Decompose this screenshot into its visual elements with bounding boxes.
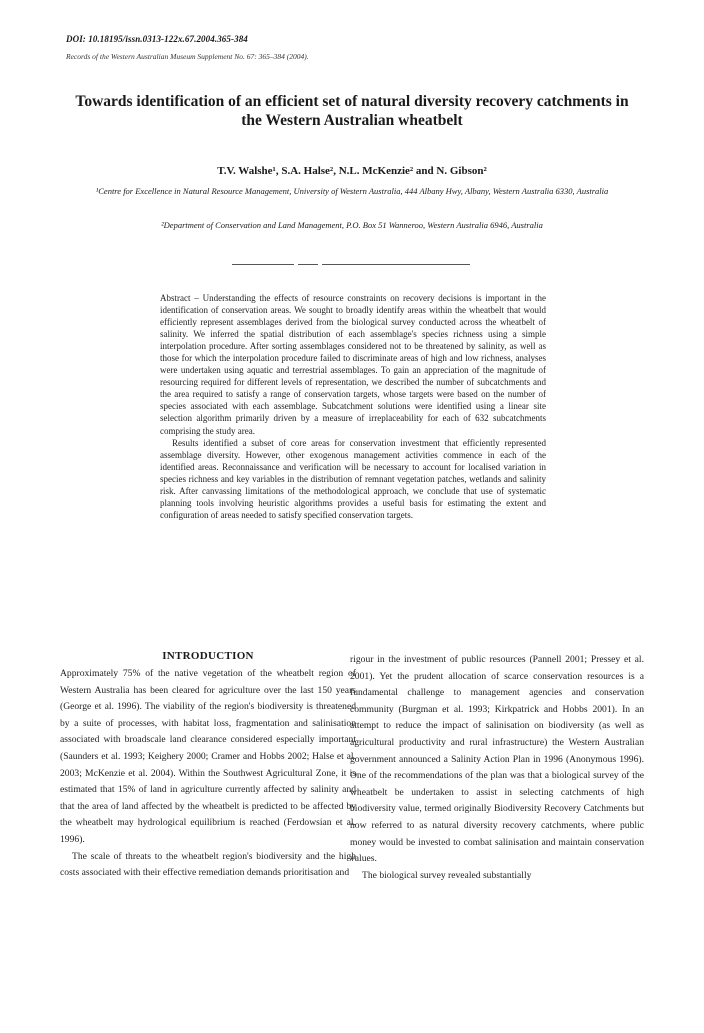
- section-divider: [322, 264, 470, 265]
- intro-paragraph-1: Approximately 75% of the native vegetation of the wheatbelt region of Western Australia has been cleared for agriculture over the last 150 years (George et al. 1996). The viability of the region's biodiversity is threatened by a suite of processes, with habitat loss, fragmentation and salinisation associated with broadscale land clearance considered especially important (Saunders et al. 1993; Keighery 2000; Cramer and Hobbs 2002; Halse et al. 2003; McKenzie et al. 2004). Within the Southwest Agricultural Zone, it is estimated that 15% of land in agriculture currently affected by salinity and that the area of land affected by the wheatbelt is predicted to be affected by the wheatbelt may hydrological equilibrium is reached (Ferdowsian et al. 1996).: [60, 668, 356, 845]
- abstract: [160, 292, 546, 521]
- section-divider: [298, 264, 318, 265]
- doi-line: DOI: 10.18195/issn.0313-122x.67.2004.365-384: [66, 34, 248, 44]
- affiliation-1: ¹Centre for Excellence in Natural Resource Management, University of Western Australia, 444 Albany Hwy, Albany, Western Australia 6330, Australia: [95, 186, 609, 196]
- intro-paragraph-3: rigour in the investment of public resources (Pannell 2001; Pressey et al. 2001). Yet the prudent allocation of scarce conservation resources is a fundamental challenge to management agencies and conservation community (Burgman et al. 1993; Kirkpatrick and Hobbs 2001). In an attempt to reduce the impact of salinisation on biodiversity (as well as agricultural productivity and rural infrastructure) the Western Australian government announced a Salinity Action Plan in 1996 (Anonymous 1996). One of the recommendations of the plan was that a biological survey of the wheatbelt be undertaken to assist in selecting catchments of high biodiversity value, termed originally Biodiversity Recovery Catchments but now referred to as natural diversity recovery catchments, where public money would be invested to combat salinisation and maintain conservation values.: [350, 654, 644, 865]
- introduction-heading: INTRODUCTION: [162, 650, 254, 662]
- author-list: T.V. Walshe¹, S.A. Halse², N.L. McKenzie² and N. Gibson²: [217, 165, 487, 177]
- paper-title: Towards identification of an efficient set of natural diversity recovery catchments in the Western Australian wheatbelt: [75, 93, 629, 129]
- journal-citation: Records of the Western Australian Museum Supplement No. 67: 365–384 (2004).: [66, 52, 309, 61]
- affiliation-2: ²Department of Conservation and Land Management, P.O. Box 51 Wanneroo, Western Australia 6946, Australia: [161, 220, 543, 230]
- intro-paragraph-2: The scale of threats to the wheatbelt region's biodiversity and the high costs associated with their effective remediation demands prioritisation and: [60, 850, 356, 879]
- section-divider: [232, 264, 294, 265]
- body-column-left: [60, 666, 356, 882]
- intro-paragraph-4: The biological survey revealed substantially: [362, 869, 532, 881]
- abstract-paragraph-1: Abstract – Understanding the effects of resource constraints on recovery decisions is important in the identification of conservation areas. We sought to broadly identify areas within the wheatbelt that would efficiently represent assemblages derived from the biological survey conducted across the wheatbelt of salinity. We inferred the spatial distribution of each assemblage's species richness using a simple interpolation procedure. After sorting assemblages considered not to be threatened by salinity, as well as those for which the interpolation procedure failed to discriminate areas of high and low richness, analyses were undertaken using aquatic and terrestrial assemblages. To gain an appreciation of the magnitude of resourcing required for different levels of representation, we described the number of subcatchments and the area required to satisfy a range of conservation targets, whose targets were based on the number of species associated with each assemblage. Subcatchment solutions were identified using a linear site selection algorithm primarily driven by a measure of irreplaceability for each of 632 subcatchments comprising the study area.: [160, 293, 546, 436]
- body-column-right: [350, 652, 644, 884]
- abstract-paragraph-2: Results identified a subset of core areas for conservation investment that efficiently represented assemblage diversity. However, other exogenous management activities commence in each of the identified areas. Reconnaissance and verification will be necessary to account for localised variation in species richness and key variables in the distribution of remnant vegetation patches, wetlands and salinity risk. After canvassing limitations of the methodological approach, we conclude that use of systematic planning tools involving heuristic algorithms provides a useful basis for estimating the extent and configuration of areas needed to satisfy specified conservation targets.: [160, 437, 546, 520]
